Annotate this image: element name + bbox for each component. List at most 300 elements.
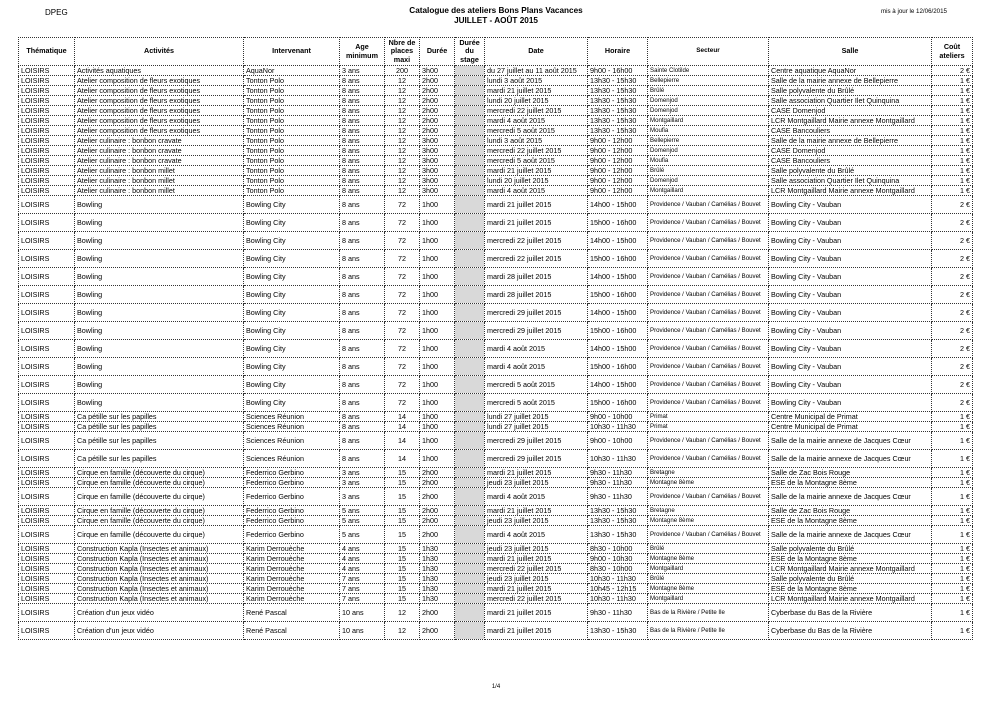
intervenant-cell: AquaNor	[244, 66, 340, 76]
duree-stage-cell	[455, 166, 485, 176]
secteur-cell: Providence / Vauban / Camélias / Bouvet	[648, 322, 769, 340]
table-row	[19, 268, 973, 286]
secteur-cell: Sainte Clotilde	[648, 66, 769, 76]
duree-stage-cell	[455, 544, 485, 554]
activite-cell: Construction Kapla (Insectes et animaux)	[75, 564, 244, 574]
places-cell: 12	[385, 116, 420, 126]
activite-cell: Atelier composition de fleurs exotiques	[75, 106, 244, 116]
salle-cell: Salle de la mairie annexe de Bellepierre	[769, 136, 932, 146]
horaire-cell: 9h30 - 11h30	[588, 478, 648, 488]
horaire-cell: 9h00 - 12h00	[588, 166, 648, 176]
duree-stage-cell	[455, 186, 485, 196]
duree-stage-cell	[455, 116, 485, 126]
cout-cell: 1 €	[932, 516, 973, 526]
table-row	[19, 526, 973, 544]
duree-cell: 2h00	[420, 604, 455, 622]
thematique-cell: LOISIRS	[19, 214, 75, 232]
salle-cell: Bowling City - Vauban	[769, 250, 932, 268]
thematique-cell: LOISIRS	[19, 186, 75, 196]
age-cell: 8 ans	[340, 76, 385, 86]
secteur-cell: Montagne 8ème	[648, 516, 769, 526]
intervenant-cell: Bowling City	[244, 358, 340, 376]
horaire-cell: 10h30 - 11h30	[588, 450, 648, 468]
thematique-cell: LOISIRS	[19, 450, 75, 468]
duree-stage-cell	[455, 86, 485, 96]
thematique-cell: LOISIRS	[19, 376, 75, 394]
horaire-cell: 9h00 - 12h00	[588, 146, 648, 156]
intervenant-cell: Bowling City	[244, 232, 340, 250]
cout-cell: 1 €	[932, 96, 973, 106]
secteur-cell: Moufia	[648, 156, 769, 166]
duree-cell: 2h00	[420, 96, 455, 106]
duree-cell: 3h00	[420, 156, 455, 166]
salle-cell: Centre Municipal de Primat	[769, 412, 932, 422]
horaire-cell: 13h30 - 15h30	[588, 86, 648, 96]
date-cell: mercredi 5 août 2015	[485, 156, 588, 166]
duree-stage-cell	[455, 376, 485, 394]
duree-stage-cell	[455, 468, 485, 478]
duree-cell: 1h30	[420, 564, 455, 574]
date-cell: mardi 21 juillet 2015	[485, 604, 588, 622]
date-cell: mardi 21 juillet 2015	[485, 86, 588, 96]
salle-cell: Bowling City - Vauban	[769, 232, 932, 250]
activite-cell: Cirque en famille (découverte du cirque)	[75, 468, 244, 478]
places-cell: 12	[385, 76, 420, 86]
secteur-cell: Montagne 8ème	[648, 554, 769, 564]
duree-cell: 1h30	[420, 594, 455, 604]
column-header: Durée du stage	[455, 38, 485, 66]
table-row	[19, 76, 973, 86]
cout-cell: 2 €	[932, 394, 973, 412]
cout-cell: 1 €	[932, 488, 973, 506]
intervenant-cell: Bowling City	[244, 286, 340, 304]
secteur-cell: Bas de la Rivière / Petite Ile	[648, 622, 769, 640]
header-left-label: DPEG	[45, 8, 68, 17]
duree-cell: 1h00	[420, 358, 455, 376]
secteur-cell: Montgaillard	[648, 594, 769, 604]
thematique-cell: LOISIRS	[19, 622, 75, 640]
cout-cell: 2 €	[932, 376, 973, 394]
salle-cell: Salle association Quartier Ilet Quinquina	[769, 176, 932, 186]
table-row	[19, 574, 973, 584]
intervenant-cell: Bowling City	[244, 214, 340, 232]
date-cell: lundi 3 août 2015	[485, 136, 588, 146]
activite-cell: Atelier composition de fleurs exotiques	[75, 126, 244, 136]
intervenant-cell: Tonton Polo	[244, 156, 340, 166]
intervenant-cell: Bowling City	[244, 340, 340, 358]
places-cell: 12	[385, 166, 420, 176]
thematique-cell: LOISIRS	[19, 116, 75, 126]
date-cell: mardi 21 juillet 2015	[485, 166, 588, 176]
table-row	[19, 304, 973, 322]
horaire-cell: 14h00 - 15h00	[588, 304, 648, 322]
table-row	[19, 106, 973, 116]
age-cell: 8 ans	[340, 358, 385, 376]
places-cell: 15	[385, 506, 420, 516]
activite-cell: Cirque en famille (découverte du cirque)	[75, 506, 244, 516]
cout-cell: 2 €	[932, 322, 973, 340]
intervenant-cell: Federrico Gerbino	[244, 526, 340, 544]
duree-stage-cell	[455, 506, 485, 516]
duree-cell: 1h30	[420, 544, 455, 554]
places-cell: 12	[385, 86, 420, 96]
duree-cell: 2h00	[420, 76, 455, 86]
salle-cell: Bowling City - Vauban	[769, 196, 932, 214]
activite-cell: Ca pétille sur les papilles	[75, 412, 244, 422]
activite-cell: Construction Kapla (Insectes et animaux)	[75, 544, 244, 554]
cout-cell: 2 €	[932, 196, 973, 214]
duree-stage-cell	[455, 622, 485, 640]
age-cell: 8 ans	[340, 412, 385, 422]
table-row	[19, 622, 973, 640]
secteur-cell: Montagne 8ème	[648, 584, 769, 594]
activite-cell: Cirque en famille (découverte du cirque)	[75, 526, 244, 544]
table-row	[19, 286, 973, 304]
salle-cell: Salle association Quartier Ilet Quinquina	[769, 96, 932, 106]
cout-cell: 1 €	[932, 506, 973, 516]
salle-cell: Bowling City - Vauban	[769, 268, 932, 286]
horaire-cell: 13h30 - 15h30	[588, 516, 648, 526]
duree-cell: 1h00	[420, 286, 455, 304]
activite-cell: Bowling	[75, 214, 244, 232]
duree-cell: 1h30	[420, 574, 455, 584]
duree-cell: 2h00	[420, 106, 455, 116]
horaire-cell: 9h00 - 12h00	[588, 176, 648, 186]
age-cell: 8 ans	[340, 156, 385, 166]
date-cell: mercredi 29 juillet 2015	[485, 322, 588, 340]
activite-cell: Création d'un jeux vidéo	[75, 622, 244, 640]
thematique-cell: LOISIRS	[19, 544, 75, 554]
cout-cell: 1 €	[932, 554, 973, 564]
cout-cell: 1 €	[932, 146, 973, 156]
duree-cell: 1h00	[420, 214, 455, 232]
activite-cell: Atelier culinaire : bonbon millet	[75, 186, 244, 196]
intervenant-cell: Bowling City	[244, 268, 340, 286]
table-row	[19, 66, 973, 76]
duree-stage-cell	[455, 232, 485, 250]
intervenant-cell: Tonton Polo	[244, 136, 340, 146]
age-cell: 8 ans	[340, 286, 385, 304]
places-cell: 12	[385, 176, 420, 186]
horaire-cell: 14h00 - 15h00	[588, 232, 648, 250]
salle-cell: Centre aquatique AquaNor	[769, 66, 932, 76]
secteur-cell: Providence / Vauban / Camélias / Bouvet	[648, 304, 769, 322]
places-cell: 14	[385, 412, 420, 422]
table-row	[19, 544, 973, 554]
duree-stage-cell	[455, 584, 485, 594]
table-row	[19, 594, 973, 604]
table-row	[19, 232, 973, 250]
date-cell: mardi 4 août 2015	[485, 116, 588, 126]
intervenant-cell: Bowling City	[244, 322, 340, 340]
horaire-cell: 15h00 - 16h00	[588, 358, 648, 376]
cout-cell: 1 €	[932, 564, 973, 574]
places-cell: 72	[385, 376, 420, 394]
cout-cell: 1 €	[932, 468, 973, 478]
cout-cell: 1 €	[932, 412, 973, 422]
thematique-cell: LOISIRS	[19, 594, 75, 604]
duree-cell: 2h00	[420, 126, 455, 136]
secteur-cell: Montgaillard	[648, 116, 769, 126]
duree-cell: 1h00	[420, 322, 455, 340]
document-title-block	[0, 6, 992, 26]
intervenant-cell: Federrico Gerbino	[244, 506, 340, 516]
table-row	[19, 156, 973, 166]
places-cell: 12	[385, 604, 420, 622]
secteur-cell: Providence / Vauban / Camélias / Bouvet	[648, 286, 769, 304]
duree-stage-cell	[455, 526, 485, 544]
horaire-cell: 9h30 - 11h30	[588, 468, 648, 478]
thematique-cell: LOISIRS	[19, 166, 75, 176]
thematique-cell: LOISIRS	[19, 488, 75, 506]
thematique-cell: LOISIRS	[19, 554, 75, 564]
duree-stage-cell	[455, 286, 485, 304]
places-cell: 72	[385, 286, 420, 304]
salle-cell: Bowling City - Vauban	[769, 286, 932, 304]
cout-cell: 1 €	[932, 574, 973, 584]
duree-stage-cell	[455, 196, 485, 214]
column-header: Nbre de places maxi	[385, 38, 420, 66]
duree-cell: 2h00	[420, 622, 455, 640]
age-cell: 8 ans	[340, 450, 385, 468]
salle-cell: ESE de la Montagne 8ème	[769, 554, 932, 564]
secteur-cell: Montagne 8ème	[648, 478, 769, 488]
horaire-cell: 10h30 - 11h30	[588, 574, 648, 584]
thematique-cell: LOISIRS	[19, 574, 75, 584]
intervenant-cell: René Pascal	[244, 604, 340, 622]
duree-stage-cell	[455, 450, 485, 468]
horaire-cell: 13h30 - 15h30	[588, 506, 648, 516]
activite-cell: Atelier composition de fleurs exotiques	[75, 86, 244, 96]
table-row	[19, 358, 973, 376]
duree-cell: 1h30	[420, 554, 455, 564]
salle-cell: Bowling City - Vauban	[769, 358, 932, 376]
salle-cell: Bowling City - Vauban	[769, 304, 932, 322]
secteur-cell: Bretagne	[648, 468, 769, 478]
duree-stage-cell	[455, 136, 485, 146]
secteur-cell: Providence / Vauban / Camélias / Bouvet	[648, 232, 769, 250]
date-cell: mercredi 29 juillet 2015	[485, 450, 588, 468]
age-cell: 8 ans	[340, 432, 385, 450]
places-cell: 15	[385, 526, 420, 544]
salle-cell: Bowling City - Vauban	[769, 376, 932, 394]
intervenant-cell: Tonton Polo	[244, 116, 340, 126]
horaire-cell: 9h30 - 11h30	[588, 604, 648, 622]
duree-stage-cell	[455, 322, 485, 340]
date-cell: mercredi 29 juillet 2015	[485, 304, 588, 322]
places-cell: 72	[385, 340, 420, 358]
date-cell: mardi 21 juillet 2015	[485, 622, 588, 640]
activite-cell: Atelier composition de fleurs exotiques	[75, 96, 244, 106]
page-number: 1/4	[491, 684, 501, 690]
secteur-cell: Brûlé	[648, 544, 769, 554]
intervenant-cell: Tonton Polo	[244, 186, 340, 196]
thematique-cell: LOISIRS	[19, 322, 75, 340]
column-header: Secteur	[648, 38, 769, 66]
intervenant-cell: Tonton Polo	[244, 126, 340, 136]
horaire-cell: 9h00 - 12h00	[588, 186, 648, 196]
secteur-cell: Primat	[648, 422, 769, 432]
salle-cell: LCR Montgaillard Mairie annexe Montgaillard	[769, 186, 932, 196]
thematique-cell: LOISIRS	[19, 232, 75, 250]
activite-cell: Bowling	[75, 304, 244, 322]
intervenant-cell: Karim Derrouèche	[244, 544, 340, 554]
salle-cell: ESE de la Montagne 8ème	[769, 478, 932, 488]
date-cell: mercredi 22 juillet 2015	[485, 146, 588, 156]
duree-cell: 1h00	[420, 232, 455, 250]
secteur-cell: Montgaillard	[648, 186, 769, 196]
duree-stage-cell	[455, 554, 485, 564]
salle-cell: Salle polyvalente du Brûlé	[769, 166, 932, 176]
cout-cell: 1 €	[932, 526, 973, 544]
date-cell: mercredi 22 juillet 2015	[485, 594, 588, 604]
age-cell: 8 ans	[340, 394, 385, 412]
salle-cell: Bowling City - Vauban	[769, 322, 932, 340]
salle-cell: ESE de la Montagne 8ème	[769, 584, 932, 594]
horaire-cell: 14h00 - 15h00	[588, 376, 648, 394]
column-header: Activités	[75, 38, 244, 66]
thematique-cell: LOISIRS	[19, 304, 75, 322]
activite-cell: Ca pétille sur les papilles	[75, 450, 244, 468]
duree-cell: 2h00	[420, 116, 455, 126]
secteur-cell: Providence / Vauban / Camélias / Bouvet	[648, 214, 769, 232]
column-header: Salle	[769, 38, 932, 66]
age-cell: 5 ans	[340, 526, 385, 544]
horaire-cell: 9h00 - 12h00	[588, 156, 648, 166]
duree-cell: 3h00	[420, 166, 455, 176]
secteur-cell: Providence / Vauban / Camélias / Bouvet	[648, 432, 769, 450]
places-cell: 72	[385, 250, 420, 268]
cout-cell: 1 €	[932, 176, 973, 186]
secteur-cell: Moufia	[648, 126, 769, 136]
salle-cell: LCR Montgaillard Mairie annexe Montgaillard	[769, 594, 932, 604]
cout-cell: 1 €	[932, 166, 973, 176]
activite-cell: Atelier culinaire : bonbon millet	[75, 176, 244, 186]
activite-cell: Cirque en famille (découverte du cirque)	[75, 478, 244, 488]
activite-cell: Bowling	[75, 358, 244, 376]
thematique-cell: LOISIRS	[19, 156, 75, 166]
intervenant-cell: Bowling City	[244, 196, 340, 214]
activite-cell: Ca pétille sur les papilles	[75, 422, 244, 432]
intervenant-cell: Sciences Réunion	[244, 422, 340, 432]
cout-cell: 2 €	[932, 214, 973, 232]
duree-stage-cell	[455, 96, 485, 106]
table-row	[19, 412, 973, 422]
places-cell: 15	[385, 516, 420, 526]
places-cell: 12	[385, 156, 420, 166]
places-cell: 15	[385, 544, 420, 554]
intervenant-cell: Sciences Réunion	[244, 412, 340, 422]
cout-cell: 1 €	[932, 544, 973, 554]
duree-stage-cell	[455, 564, 485, 574]
horaire-cell: 10h45 - 12h15	[588, 584, 648, 594]
thematique-cell: LOISIRS	[19, 286, 75, 304]
age-cell: 5 ans	[340, 506, 385, 516]
activite-cell: Bowling	[75, 286, 244, 304]
document-subtitle: JUILLET - AOÛT 2015	[454, 16, 538, 25]
date-cell: mardi 21 juillet 2015	[485, 506, 588, 516]
duree-cell: 1h00	[420, 268, 455, 286]
cout-cell: 2 €	[932, 232, 973, 250]
cout-cell: 1 €	[932, 156, 973, 166]
age-cell: 8 ans	[340, 186, 385, 196]
age-cell: 7 ans	[340, 584, 385, 594]
horaire-cell: 13h30 - 15h30	[588, 116, 648, 126]
duree-stage-cell	[455, 106, 485, 116]
table-row	[19, 488, 973, 506]
places-cell: 15	[385, 574, 420, 584]
duree-cell: 3h00	[420, 146, 455, 156]
thematique-cell: LOISIRS	[19, 86, 75, 96]
duree-stage-cell	[455, 156, 485, 166]
salle-cell: Salle polyvalente du Brûlé	[769, 574, 932, 584]
age-cell: 5 ans	[340, 516, 385, 526]
activite-cell: Construction Kapla (Insectes et animaux)	[75, 574, 244, 584]
salle-cell: Bowling City - Vauban	[769, 214, 932, 232]
horaire-cell: 9h00 - 10h30	[588, 554, 648, 564]
salle-cell: Salle polyvalente du Brûlé	[769, 544, 932, 554]
table-row	[19, 126, 973, 136]
secteur-cell: Domenjod	[648, 96, 769, 106]
cout-cell: 2 €	[932, 304, 973, 322]
thematique-cell: LOISIRS	[19, 176, 75, 186]
duree-stage-cell	[455, 516, 485, 526]
table-row	[19, 554, 973, 564]
age-cell: 3 ans	[340, 488, 385, 506]
horaire-cell: 9h00 - 10h00	[588, 432, 648, 450]
secteur-cell: Providence / Vauban / Camélias / Bouvet	[648, 358, 769, 376]
activite-cell: Bowling	[75, 268, 244, 286]
intervenant-cell: Sciences Réunion	[244, 450, 340, 468]
intervenant-cell: Bowling City	[244, 250, 340, 268]
duree-stage-cell	[455, 268, 485, 286]
duree-cell: 2h00	[420, 488, 455, 506]
cout-cell: 1 €	[932, 594, 973, 604]
activite-cell: Création d'un jeux vidéo	[75, 604, 244, 622]
date-cell: mercredi 5 août 2015	[485, 394, 588, 412]
places-cell: 12	[385, 106, 420, 116]
horaire-cell: 10h30 - 11h30	[588, 422, 648, 432]
table-row	[19, 468, 973, 478]
thematique-cell: LOISIRS	[19, 564, 75, 574]
places-cell: 15	[385, 564, 420, 574]
secteur-cell: Providence / Vauban / Camélias / Bouvet	[648, 250, 769, 268]
table-row	[19, 422, 973, 432]
duree-cell: 1h00	[420, 412, 455, 422]
column-header: Thématique	[19, 38, 75, 66]
salle-cell: Salle de la mairie annexe de Jacques Cœur	[769, 488, 932, 506]
age-cell: 4 ans	[340, 564, 385, 574]
duree-cell: 3h00	[420, 186, 455, 196]
horaire-cell: 15h00 - 16h00	[588, 394, 648, 412]
age-cell: 8 ans	[340, 96, 385, 106]
salle-cell: Bowling City - Vauban	[769, 340, 932, 358]
date-cell: lundi 20 juillet 2015	[485, 96, 588, 106]
duree-stage-cell	[455, 340, 485, 358]
table-row	[19, 584, 973, 594]
salle-cell: ESE de la Montagne 8ème	[769, 516, 932, 526]
duree-cell: 1h00	[420, 196, 455, 214]
horaire-cell: 13h30 - 15h30	[588, 106, 648, 116]
activite-cell: Bowling	[75, 250, 244, 268]
thematique-cell: LOISIRS	[19, 340, 75, 358]
horaire-cell: 13h30 - 15h30	[588, 76, 648, 86]
horaire-cell: 15h00 - 16h00	[588, 322, 648, 340]
date-cell: lundi 27 juillet 2015	[485, 412, 588, 422]
intervenant-cell: Sciences Réunion	[244, 432, 340, 450]
table-row	[19, 564, 973, 574]
intervenant-cell: Tonton Polo	[244, 106, 340, 116]
